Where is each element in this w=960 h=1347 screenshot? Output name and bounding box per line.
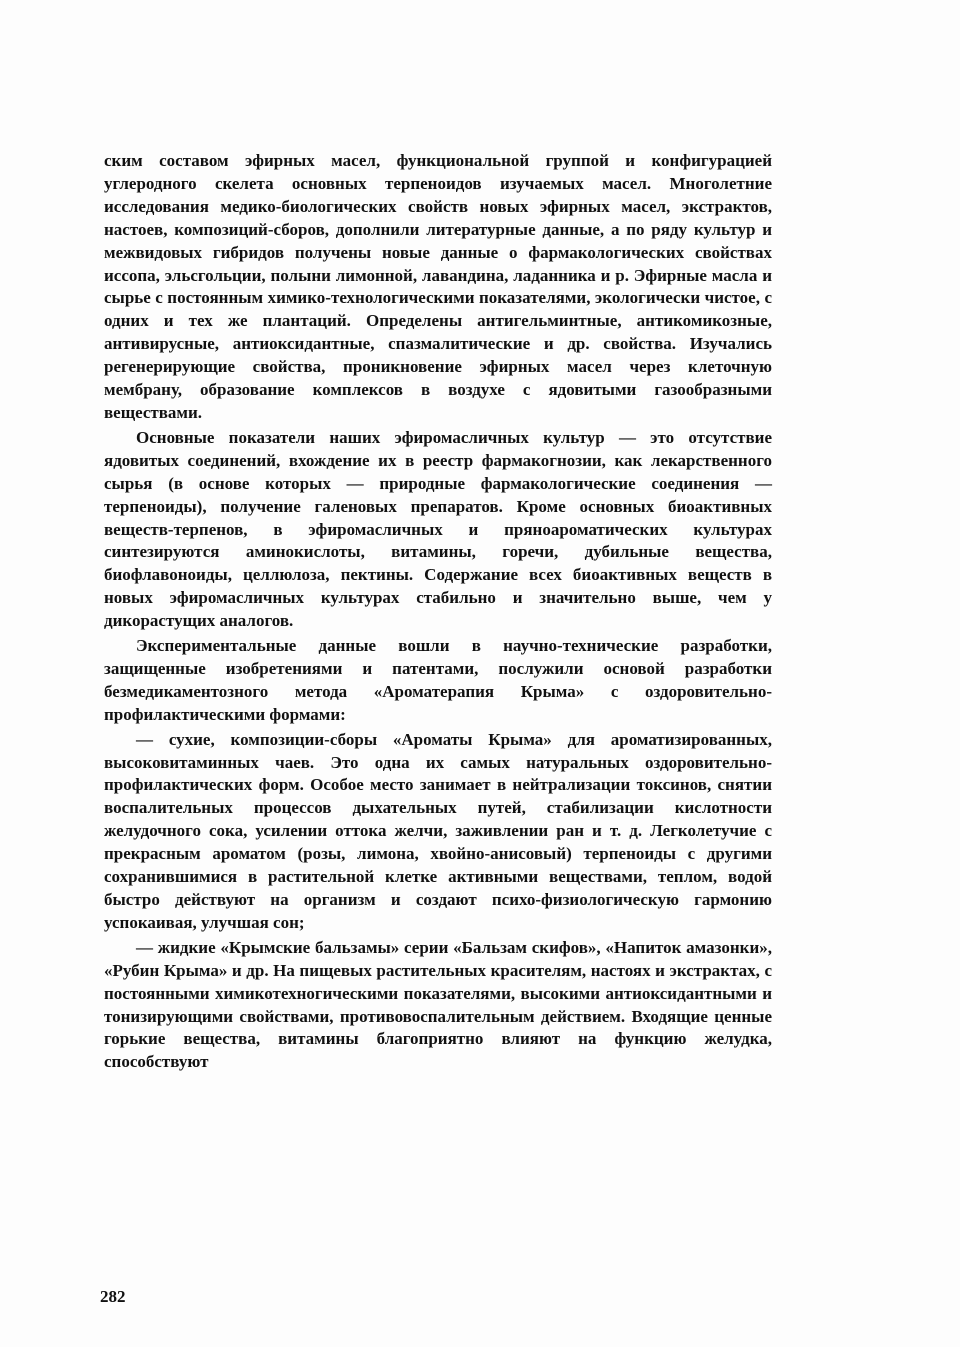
paragraph-experimental-data: Экспериментальные данные вошли в научно-технические разработки, защищенные изобретениями и патентами, послужили основой разработки безмедикаментозного метода «Ароматерапия Крыма» с оздоровительно-профилактическими формами: xyxy=(104,636,772,724)
paragraph-key-indicators: Основные показатели наших эфиромасличных культур — это отсутствие ядовитых соединений, вхождение их в реестр фармакогнозии, как лекарственного сырья (в основе которых — природные фармакологические соединения — терпеноиды), получение галеновых препаратов. Кроме основных биоактивных веществ-терпенов, в эфиромасличных и пряноароматических культурах синтезируются аминокислоты, витамины, горечи, дубильные вещества, биофлавоноиды, целлюлоза, пектины. Содержание всех биоактивных веществ в новых эфиромасличных культурах стабильно и значительно выше, чем у дикорастущих аналогов. xyxy=(104,427,772,631)
page-number: 282 xyxy=(100,1287,126,1306)
paragraph-dry-compositions: — сухие, композиции-сборы «Ароматы Крыма» для ароматизированных, высоковитаминных чаев. Это одна их самых натуральных оздоровительно-профилактических форм. Особое место занимает в нейтрализации токсинов, снятии воспалительных процессов дыхательных путей, стабилизации кислотности желудочного сока, усилении оттока желчи, заживлении ран и т. д. Легколетучие с прекрасным ароматом (розы, лимона, хвойно-анисовый) терпеноиды с другими сохранившимися в растительной клетке активными веществами, теплом, водой быстро действуют на организм и создают психо-физиологическую гармонию успокаивая, улучшая сон; xyxy=(104,729,772,932)
paragraph-continuation: ским составом эфирных масел, функциональной группой и конфигурацией углеродного скелета основных терпеноидов изучаемых масел. Многолетние исследования медико-биологических свойств новых эфирных масел, экстрактов, настоев, композиций-сборов, дополнили литературные данные, а по ряду культур и межвидовых гибридов получены новые данные о фармакологических свойствах иссопа, эльсгольции, полыни лимонной, лавандина, ладанника и р. Эфирные масла и сырье с постоянным химико-технологическими показателями, экологически чистое, с одних и тех же плантаций. Определены антигельминтные, антикомикозные, антивирусные, антиоксидантные, спазмалитические и др. свойства. Изучались регенерирующие свойства, проникновение эфирных масел через клеточную мембрану, образование комплексов в воздухе с ядовитыми газообразными веществами. xyxy=(104,151,772,422)
paragraph-liquid-balms: — жидкие «Крымские бальзамы» серии «Бальзам скифов», «Напиток амазонки», «Рубин Крыма» и др. На пищевых растительных красителям, настоях и экстрактах, с постоянными химикотехногическими показателями, высокими антиоксидантными и тонизирующими свойствами, противовоспалительным действием. Входящие ценные горькие вещества, витамины благоприятно влияют на функцию желудка, способствуют xyxy=(104,937,772,1072)
body-text xyxy=(104,150,772,1074)
